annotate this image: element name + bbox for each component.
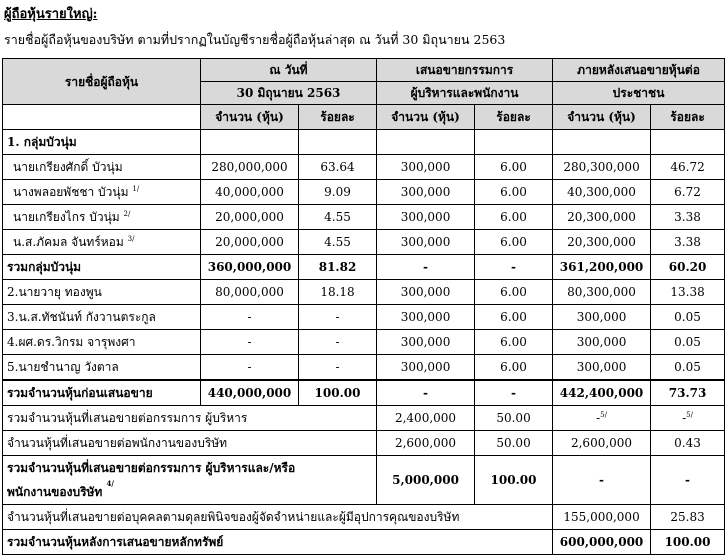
cell-pct1: 100.00 bbox=[299, 380, 377, 406]
header-pct-2: ร้อยละ bbox=[475, 105, 553, 130]
table-row bbox=[3, 180, 725, 205]
cell-qty2: 300,000 bbox=[377, 205, 475, 230]
cell-qty1: 280,000,000 bbox=[201, 155, 299, 180]
row-name: 5.นายชำนาญ วังตาล bbox=[3, 355, 201, 381]
cell-qty3: 155,000,000 bbox=[553, 505, 651, 530]
shareholder-table bbox=[2, 58, 725, 555]
table-row bbox=[3, 205, 725, 230]
row-name: นางพลอยพัชชา บัวนุ่ม $^{1/}$ bbox=[3, 180, 201, 205]
header-col3-sub: ประชาชน bbox=[553, 82, 725, 105]
header-row-3 bbox=[3, 105, 725, 130]
cell-pct3: 3.38 bbox=[651, 205, 725, 230]
header-qty-2: จำนวน (หุ้น) bbox=[377, 105, 475, 130]
cell-pct3: 0.43 bbox=[651, 431, 725, 456]
cell-pct3: 3.38 bbox=[651, 230, 725, 255]
cell-qty1: 80,000,000 bbox=[201, 280, 299, 305]
cell-qty3: 300,000 bbox=[553, 355, 651, 381]
cell-qty3: 600,000,000 bbox=[553, 530, 651, 555]
cell-qty2: 2,400,000 bbox=[377, 406, 475, 431]
row-name: 3.น.ส.ทัชนันท์ กังวานตระกูล bbox=[3, 305, 201, 330]
cell-qty2: - bbox=[377, 255, 475, 280]
cell-qty3: 40,300,000 bbox=[553, 180, 651, 205]
cell-qty1: 20,000,000 bbox=[201, 230, 299, 255]
cell-pct1: 81.82 bbox=[299, 255, 377, 280]
footnote-marker: 3/ bbox=[127, 235, 135, 243]
row-name: 4.ผศ.ดร.วิกรม จารุพงศา bbox=[3, 330, 201, 355]
header-col2-sub: ผู้บริหารและพนักงาน bbox=[377, 82, 553, 105]
cell-pct3: 100.00 bbox=[651, 530, 725, 555]
cell-pct1: - bbox=[299, 330, 377, 355]
cell-pct3: 13.38 bbox=[651, 280, 725, 305]
directors-row bbox=[3, 406, 725, 431]
cell-pct2: 50.00 bbox=[475, 406, 553, 431]
cell-pct3: 0.05 bbox=[651, 330, 725, 355]
discretion-row bbox=[3, 505, 725, 530]
cell-pct1: 9.09 bbox=[299, 180, 377, 205]
empty-cell bbox=[299, 130, 377, 155]
cell-qty3: 80,300,000 bbox=[553, 280, 651, 305]
employees-row bbox=[3, 431, 725, 456]
cell-pct2: 6.00 bbox=[475, 230, 553, 255]
cell-qty2: 300,000 bbox=[377, 305, 475, 330]
group-label: 1. กลุ่มบัวนุ่ม bbox=[3, 130, 201, 155]
cell-pct1: - bbox=[299, 355, 377, 381]
cell-pct1: 63.64 bbox=[299, 155, 377, 180]
cell-qty3: 442,400,000 bbox=[553, 380, 651, 406]
header-col2-title: เสนอขายกรรมการ bbox=[377, 59, 553, 82]
table-row bbox=[3, 230, 725, 255]
cell-pct3: 60.20 bbox=[651, 255, 725, 280]
header-name: รายชื่อผู้ถือหุ้น bbox=[3, 59, 201, 105]
footnote-marker: 1/ bbox=[132, 185, 140, 193]
header-pct-3: ร้อยละ bbox=[651, 105, 725, 130]
row-name: จำนวนหุ้นที่เสนอขายต่อพนักงานของบริษัท bbox=[3, 431, 377, 456]
cell-qty1: - bbox=[201, 330, 299, 355]
header-col3-title: ภายหลังเสนอขายหุ้นต่อ bbox=[553, 59, 725, 82]
group-row bbox=[3, 130, 725, 155]
empty-cell bbox=[651, 130, 725, 155]
row-name: รวมกลุ่มบัวนุ่ม bbox=[3, 255, 201, 280]
cell-pct2: 100.00 bbox=[475, 456, 553, 505]
header-qty-3: จำนวน (หุ้น) bbox=[553, 105, 651, 130]
combined-row bbox=[3, 456, 725, 505]
header-blank bbox=[3, 105, 201, 130]
table-row bbox=[3, 305, 725, 330]
row-name: นายเกรียงไกร บัวนุ่ม $^{2/}$ bbox=[3, 205, 201, 230]
cell-pct3: 73.73 bbox=[651, 380, 725, 406]
cell-qty2: 2,600,000 bbox=[377, 431, 475, 456]
cell-pct1: 4.55 bbox=[299, 205, 377, 230]
cell-pct2: 6.00 bbox=[475, 205, 553, 230]
header-col1-title: ณ วันที่ bbox=[201, 59, 377, 82]
cell-pct3: 0.05 bbox=[651, 355, 725, 381]
cell-qty1: 20,000,000 bbox=[201, 205, 299, 230]
cell-pct2: - bbox=[475, 380, 553, 406]
cell-qty1: - bbox=[201, 305, 299, 330]
cell-qty2: 300,000 bbox=[377, 280, 475, 305]
row-name: นายเกรียงศักดิ์ บัวนุ่ม bbox=[3, 155, 201, 180]
cell-qty2: 300,000 bbox=[377, 180, 475, 205]
cell-pct2: 6.00 bbox=[475, 305, 553, 330]
row-name: น.ส.ภัคมล จันทร์หอม $^{3/}$ bbox=[3, 230, 201, 255]
cell-qty3: 300,000 bbox=[553, 330, 651, 355]
table-row bbox=[3, 155, 725, 180]
cell-qty3: 300,000 bbox=[553, 305, 651, 330]
cell-pct2: 6.00 bbox=[475, 180, 553, 205]
row-name: 2.นายวายุ ทองพูน bbox=[3, 280, 201, 305]
final-row bbox=[3, 530, 725, 555]
cell-qty2: - bbox=[377, 380, 475, 406]
cell-pct2: 6.00 bbox=[475, 280, 553, 305]
cell-qty3: - bbox=[553, 456, 651, 505]
cell-qty2: 300,000 bbox=[377, 330, 475, 355]
empty-cell bbox=[201, 130, 299, 155]
header-col1-sub: 30 มิถุนายน 2563 bbox=[201, 82, 377, 105]
table-row bbox=[3, 355, 725, 381]
footnote-marker: 5/ bbox=[686, 411, 693, 419]
before-offer-row bbox=[3, 380, 725, 406]
row-name: จำนวนหุ้นที่เสนอขายต่อบุคคลตามดุลยพินิจของผู้จัดจำหน่ายและผู้มีอุปการคุณของบริษัท bbox=[3, 505, 553, 530]
footnote-marker: 5/ bbox=[600, 411, 607, 419]
cell-qty2: 300,000 bbox=[377, 155, 475, 180]
cell-qty3: -$^{5/}$ bbox=[553, 406, 651, 431]
row-name: รวมจำนวนหุ้นที่เสนอขายต่อกรรมการ ผู้บริหารและ/หรือ พนักงานของบริษัท $^{4/}$ bbox=[3, 456, 377, 505]
cell-pct3: 0.05 bbox=[651, 305, 725, 330]
empty-cell bbox=[475, 130, 553, 155]
cell-pct3: 46.72 bbox=[651, 155, 725, 180]
table-row bbox=[3, 280, 725, 305]
cell-pct3: - bbox=[651, 456, 725, 505]
empty-cell bbox=[377, 130, 475, 155]
header-row-1 bbox=[3, 59, 725, 82]
cell-qty3: 361,200,000 bbox=[553, 255, 651, 280]
row-name: รวมจำนวนหุ้นหลังการเสนอขายหลักทรัพย์ bbox=[3, 530, 553, 555]
cell-qty1: 360,000,000 bbox=[201, 255, 299, 280]
cell-qty3: 2,600,000 bbox=[553, 431, 651, 456]
cell-qty3: 280,300,000 bbox=[553, 155, 651, 180]
cell-pct2: 50.00 bbox=[475, 431, 553, 456]
cell-qty1: 40,000,000 bbox=[201, 180, 299, 205]
cell-pct1: - bbox=[299, 305, 377, 330]
cell-pct1: 4.55 bbox=[299, 230, 377, 255]
cell-pct2: 6.00 bbox=[475, 330, 553, 355]
cell-qty2: 300,000 bbox=[377, 230, 475, 255]
cell-pct3: 25.83 bbox=[651, 505, 725, 530]
cell-pct2: 6.00 bbox=[475, 355, 553, 381]
header-pct-1: ร้อยละ bbox=[299, 105, 377, 130]
cell-pct2: - bbox=[475, 255, 553, 280]
footnote-marker: 2/ bbox=[123, 210, 131, 218]
cell-qty2: 300,000 bbox=[377, 355, 475, 381]
cell-pct2: 6.00 bbox=[475, 155, 553, 180]
footnote-marker: 4/ bbox=[106, 479, 114, 488]
cell-qty1: - bbox=[201, 355, 299, 381]
cell-pct3: -$^{5/}$ bbox=[651, 406, 725, 431]
cell-pct1: 18.18 bbox=[299, 280, 377, 305]
header-qty-1: จำนวน (หุ้น) bbox=[201, 105, 299, 130]
subheading: รายชื่อผู้ถือหุ้นของบริษัท ตามที่ปรากฏในบัญชีรายชื่อผู้ถือหุ้นล่าสุด ณ วันที่ 30 มิถุนายน 2563 bbox=[4, 32, 506, 47]
table-row bbox=[3, 330, 725, 355]
cell-qty2: 5,000,000 bbox=[377, 456, 475, 505]
cell-qty3: 20,300,000 bbox=[553, 230, 651, 255]
row-name: รวมจำนวนหุ้นที่เสนอขายต่อกรรมการ ผู้บริหาร bbox=[3, 406, 377, 431]
empty-cell bbox=[553, 130, 651, 155]
cell-qty3: 20,300,000 bbox=[553, 205, 651, 230]
heading: ผู้ถือหุ้นรายใหญ่: bbox=[4, 7, 98, 22]
group-total-row bbox=[3, 255, 725, 280]
row-name: รวมจำนวนหุ้นก่อนเสนอขาย bbox=[3, 380, 201, 406]
cell-qty1: 440,000,000 bbox=[201, 380, 299, 406]
cell-pct3: 6.72 bbox=[651, 180, 725, 205]
